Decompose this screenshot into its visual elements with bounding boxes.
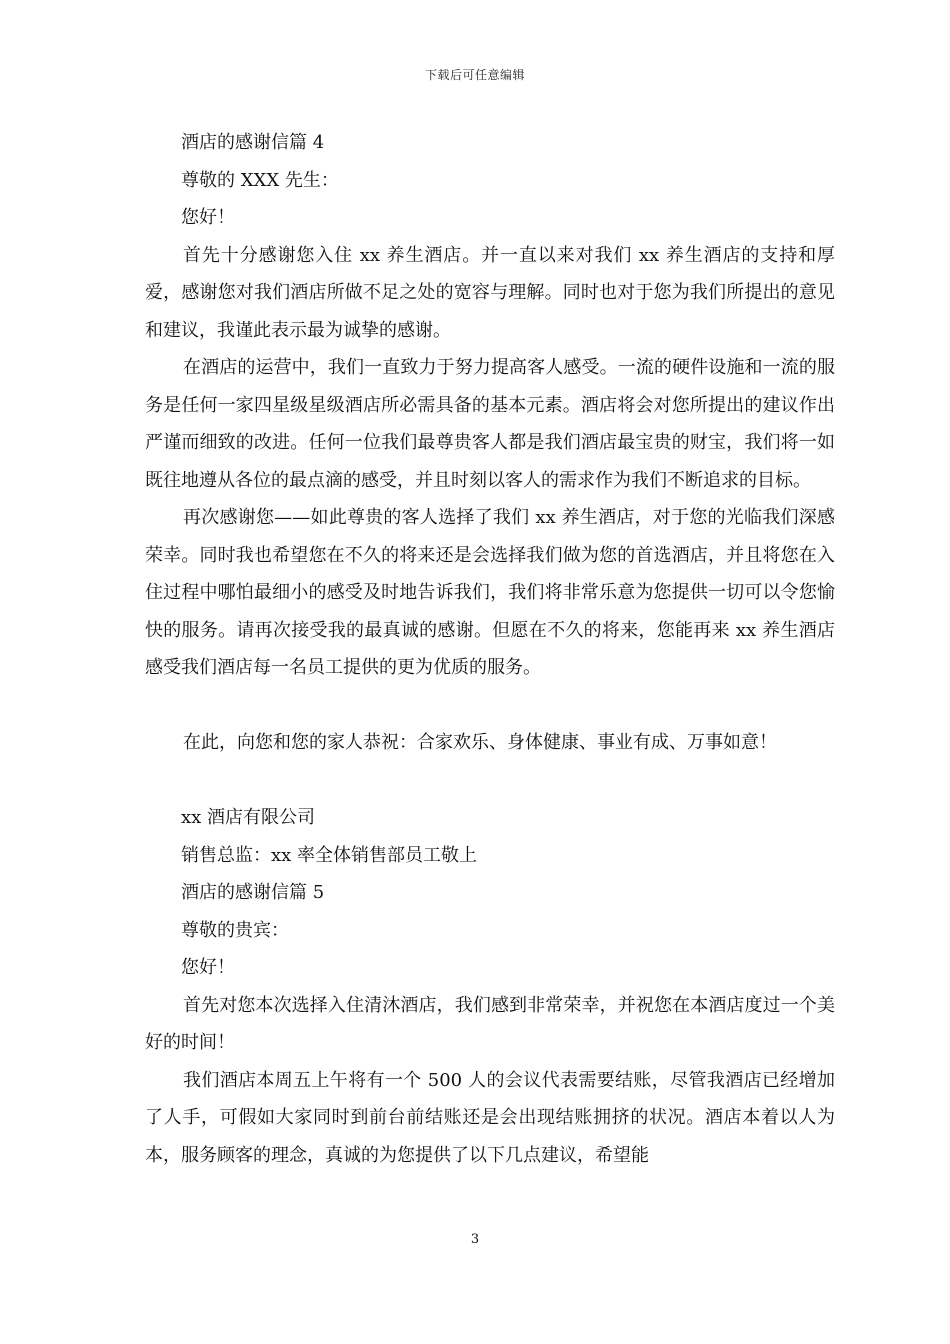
letter4-greeting: 您好！ bbox=[181, 207, 235, 228]
letter4-paragraph-1: 首先十分感谢您入住 xx 养生酒店。并一直以来对我们 xx 养生酒店的支持和厚爱，感谢您对我们酒店所做不足之处的宽容与理解。同时也对于您为我们所提出的意见和建议，我谨此表示最为诚挚的感谢。 bbox=[145, 244, 835, 341]
letter4-paragraph-2: 在酒店的运营中，我们一直致力于努力提高客人感受。一流的硬件设施和一流的服务是任何一家四星级星级酒店所必需具备的基本元素。酒店将会对您所提出的建议作出严谨而细致的改进。任何一位我们最尊贵客人都是我们酒店最宝贵的财宝，我们将一如既往地遵从各位的最点滴的感受，并且时刻以客人的需求作为我们不断追求的目标。 bbox=[145, 357, 835, 491]
letter4-paragraph-3: 再次感谢您——如此尊贵的客人选择了我们 xx 养生酒店，对于您的光临我们深感荣幸。同时我也希望您在不久的将来还是会选择我们做为您的首选酒店，并且将您在入住过程中哪怕最细小的感受及时地告诉我们，我们将非常乐意为您提供一切可以令您愉快的服务。请再次接受我的最真诚的感谢。但愿在不久的将来，您能再来 xx 养生酒店感受我们酒店每一名员工提供的更为优质的服务。 bbox=[145, 507, 835, 678]
letter4-title: 酒店的感谢信篇 4 bbox=[181, 132, 325, 153]
letter4-salutation: 尊敬的 XXX 先生： bbox=[181, 169, 339, 191]
page-header-note: 下载后可任意编辑 bbox=[424, 68, 525, 82]
letter5-paragraph-2: 我们酒店本周五上午将有一个 500 人的会议代表需要结账，尽管我酒店已经增加了人手，可假如大家同时到前台前结账还是会出现结账拥挤的状况。酒店本着以人为本，服务顾客的理念，真诚的为您提供了以下几点建议，希望能 bbox=[145, 1069, 835, 1166]
letter4-signature: 销售总监：xx 率全体销售部员工敬上 bbox=[181, 844, 478, 866]
letter5-paragraph-1: 首先对您本次选择入住清沐酒店，我们感到非常荣幸，并祝您在本酒店度过一个美好的时间！ bbox=[145, 994, 835, 1053]
letter5-greeting: 您好！ bbox=[181, 957, 235, 978]
letter4-company: xx 酒店有限公司 bbox=[181, 807, 316, 828]
page-number: 3 bbox=[470, 1232, 480, 1247]
letter4-wishes: 在此，向您和您的家人恭祝：合家欢乐、身体健康、事业有成、万事如意！ bbox=[183, 732, 777, 753]
letter5-salutation: 尊敬的贵宾： bbox=[181, 919, 289, 941]
blank-line bbox=[145, 687, 835, 725]
letter5-title: 酒店的感谢信篇 5 bbox=[181, 882, 325, 903]
blank-line bbox=[145, 762, 835, 800]
document-body bbox=[145, 124, 835, 1174]
